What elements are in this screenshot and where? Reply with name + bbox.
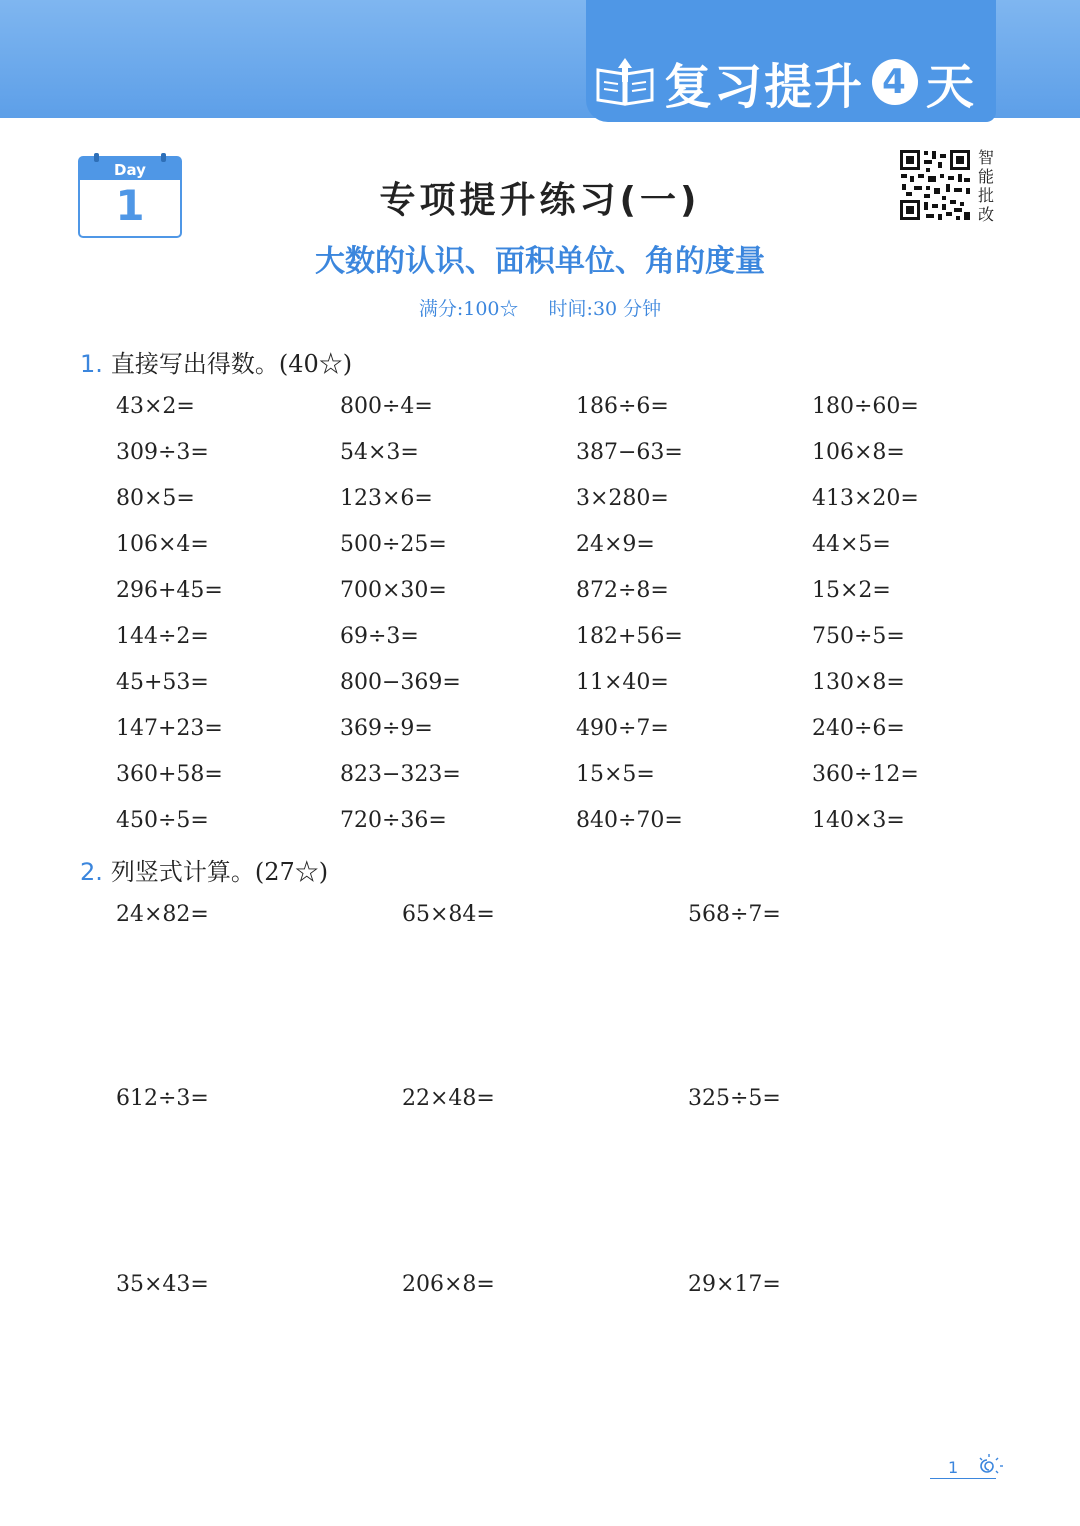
oral-problem: 45+53= xyxy=(116,670,209,695)
page-title: 专项提升练习(一) xyxy=(379,180,701,221)
section-1-text: 直接写出得数。(40☆) xyxy=(110,350,353,378)
oral-problem: 15×2= xyxy=(812,578,891,603)
oral-problem: 413×20= xyxy=(812,486,919,511)
oral-problem: 24×9= xyxy=(576,532,655,557)
oral-problem: 369÷9= xyxy=(340,716,433,741)
oral-problem: 182+56= xyxy=(576,624,683,649)
banner-text-1: 复习提升 xyxy=(663,58,864,115)
oral-problem: 750÷5= xyxy=(812,624,905,649)
oral-problem: 130×8= xyxy=(812,670,905,695)
oral-problem: 147+23= xyxy=(116,716,223,741)
banner-number: 4 xyxy=(872,59,918,105)
oral-problem: 720÷36= xyxy=(340,808,447,833)
oral-problem: 54×3= xyxy=(340,440,419,465)
vertical-calc-problem: 29×17= xyxy=(688,1272,781,1297)
day-number: 1 xyxy=(115,181,145,230)
oral-problem: 840÷70= xyxy=(576,808,683,833)
footer-divider xyxy=(930,1478,996,1479)
oral-problem: 180÷60= xyxy=(812,394,919,419)
section-1-heading xyxy=(80,344,352,379)
sun-swirl-icon xyxy=(974,1452,1004,1478)
vertical-calc-problem: 325÷5= xyxy=(688,1086,781,1111)
oral-problem: 872÷8= xyxy=(576,578,669,603)
day-label: Day xyxy=(80,158,180,180)
section-2-number: 2. xyxy=(80,858,103,886)
vertical-calc-problem: 22×48= xyxy=(402,1086,495,1111)
oral-problem: 823−323= xyxy=(340,762,461,787)
oral-problem: 800÷4= xyxy=(340,394,433,419)
oral-problem: 144÷2= xyxy=(116,624,209,649)
oral-problem: 800−369= xyxy=(340,670,461,695)
oral-problem: 360+58= xyxy=(116,762,223,787)
oral-problem: 15×5= xyxy=(576,762,655,787)
vertical-calc-problem: 206×8= xyxy=(402,1272,495,1297)
full-score: 满分:100☆ xyxy=(418,298,519,320)
vertical-calc-problem: 65×84= xyxy=(402,902,495,927)
page-number: 1 xyxy=(948,1458,959,1477)
section-1-number: 1. xyxy=(80,350,103,378)
oral-problem: 106×4= xyxy=(116,532,209,557)
vertical-calc-problem: 568÷7= xyxy=(688,902,781,927)
oral-problem: 186÷6= xyxy=(576,394,669,419)
oral-problem: 106×8= xyxy=(812,440,905,465)
vertical-calc-problem: 35×43= xyxy=(116,1272,209,1297)
oral-problem: 240÷6= xyxy=(812,716,905,741)
oral-problem: 490÷7= xyxy=(576,716,669,741)
calendar-ring-icon xyxy=(161,153,166,162)
oral-problem: 11×40= xyxy=(576,670,669,695)
vertical-calc-problem: 24×82= xyxy=(116,902,209,927)
oral-problem: 387−63= xyxy=(576,440,683,465)
oral-problem: 140×3= xyxy=(812,808,905,833)
banner-title xyxy=(594,50,976,114)
oral-problem: 80×5= xyxy=(116,486,195,511)
vertical-calc-problem: 612÷3= xyxy=(116,1086,209,1111)
oral-problem: 450÷5= xyxy=(116,808,209,833)
oral-problem: 309÷3= xyxy=(116,440,209,465)
qr-label: 智能批改 xyxy=(978,148,995,224)
calendar-ring-icon xyxy=(94,153,99,162)
section-2-text: 列竖式计算。(27☆) xyxy=(110,858,329,886)
banner-text-2: 天 xyxy=(925,58,976,115)
oral-problem: 360÷12= xyxy=(812,762,919,787)
oral-problem: 700×30= xyxy=(340,578,447,603)
time-limit: 时间:30 分钟 xyxy=(548,298,662,320)
oral-problem: 44×5= xyxy=(812,532,891,557)
section-2-heading xyxy=(80,852,328,887)
oral-problem: 43×2= xyxy=(116,394,195,419)
oral-problem: 500÷25= xyxy=(340,532,447,557)
oral-problem: 69÷3= xyxy=(340,624,419,649)
page-subtitle: 大数的认识、面积单位、角的度量 xyxy=(315,244,765,279)
book-icon xyxy=(594,56,656,108)
oral-problem: 296+45= xyxy=(116,578,223,603)
oral-problem: 123×6= xyxy=(340,486,433,511)
oral-problem: 3×280= xyxy=(576,486,669,511)
meta-line xyxy=(0,294,1080,321)
